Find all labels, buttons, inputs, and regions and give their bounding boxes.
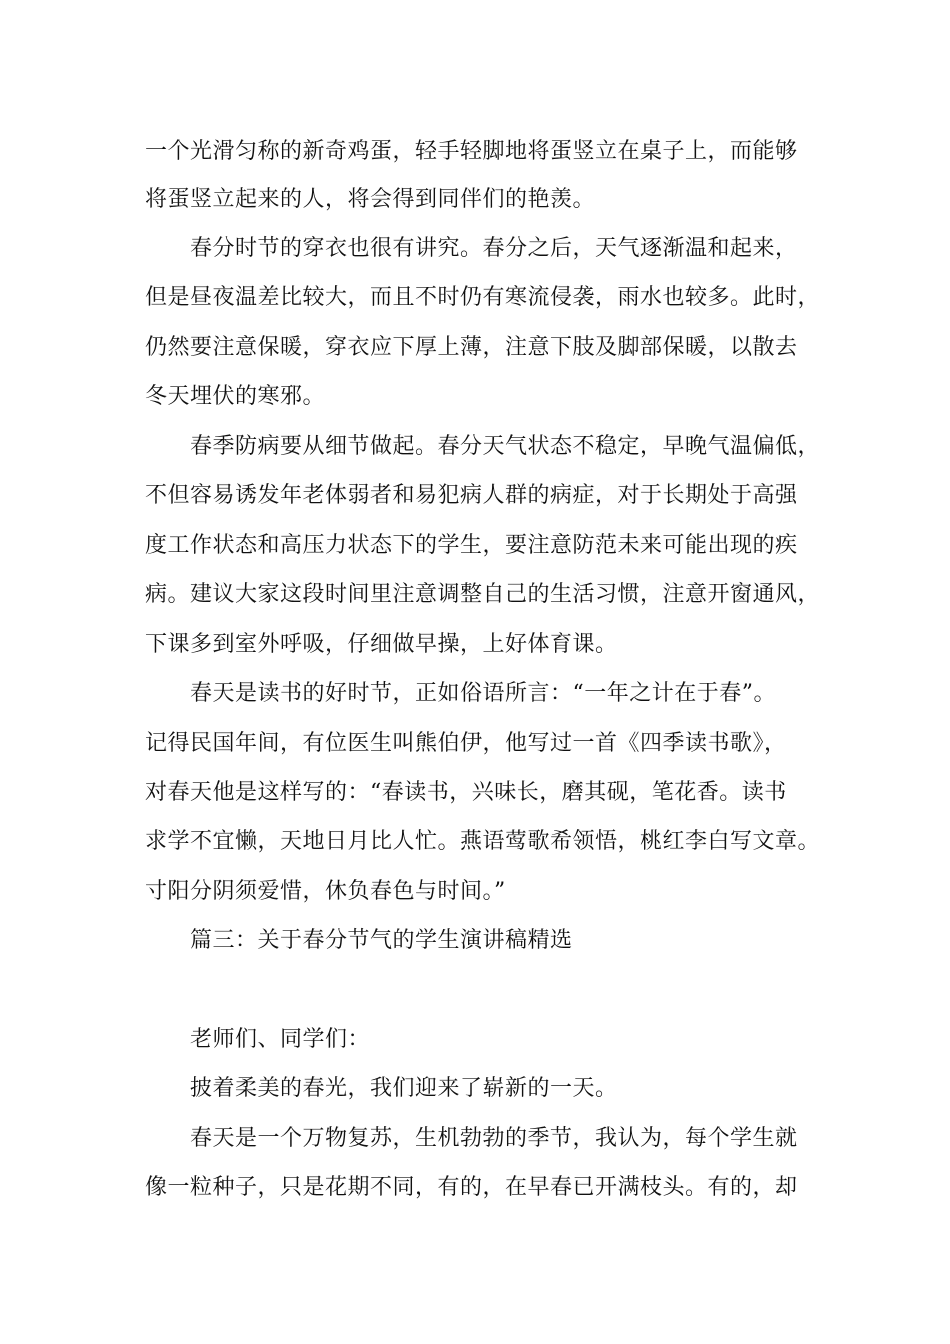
- paragraph-line: 但是昼夜温差比较大，而且不时仍有寒流侵袭，雨水也较多。此时，: [145, 285, 821, 310]
- paragraph-line: 春分时节的穿衣也很有讲究。春分之后，天气逐渐温和起来，: [190, 236, 798, 261]
- paragraph-line: 求学不宜懒，天地日月比人忙。燕语莺歌希领悟，桃红李白写文章。: [145, 829, 821, 854]
- paragraph-line: 仍然要注意保暖，穿衣应下厚上薄，注意下肢及脚部保暖，以散去: [145, 335, 798, 360]
- paragraph-line: 像一粒种子，只是花期不同，有的，在早春已开满枝头。有的，却: [145, 1175, 798, 1200]
- paragraph-line: 春天是一个万物复苏，生机勃勃的季节，我认为，每个学生就: [190, 1126, 798, 1151]
- paragraph-line: 不但容易诱发年老体弱者和易犯病人群的病症，对于长期处于高强: [145, 483, 798, 508]
- paragraph-line: 度工作状态和高压力状态下的学生，要注意防范未来可能出现的疾: [145, 533, 798, 558]
- paragraph-line: 记得民国年间，有位医生叫熊伯伊，他写过一首《四季读书歌》，: [145, 731, 787, 756]
- paragraph-line: 春季防病要从细节做起。春分天气状态不稳定，早晚气温偏低，: [190, 434, 821, 459]
- paragraph-line: 病。建议大家这段时间里注意调整自己的生活习惯，注意开窗通风，: [145, 582, 821, 607]
- paragraph-line: 冬天埋伏的寒邪。: [145, 384, 326, 409]
- paragraph-line: 一个光滑匀称的新奇鸡蛋，轻手轻脚地将蛋竖立在桌子上，而能够: [145, 139, 798, 164]
- paragraph-line: 对春天他是这样写的：“春读书，兴味长，磨其砚，笔花香。读书: [145, 780, 787, 805]
- paragraph-line: 寸阳分阴须爱惜，休负春色与时间。”: [145, 879, 506, 904]
- paragraph-line: 将蛋竖立起来的人，将会得到同伴们的艳羡。: [145, 187, 596, 212]
- salutation: 老师们、同学们：: [190, 1027, 371, 1052]
- paragraph-line: 下课多到室外呼吸，仔细做早操，上好体育课。: [145, 632, 618, 657]
- section-heading: 篇三：关于春分节气的学生演讲稿精选: [190, 928, 573, 953]
- paragraph-line: 披着柔美的春光，我们迎来了崭新的一天。: [190, 1076, 618, 1101]
- paragraph-line: 春天是读书的好时节，正如俗语所言：“一年之计在于春”。: [190, 681, 776, 706]
